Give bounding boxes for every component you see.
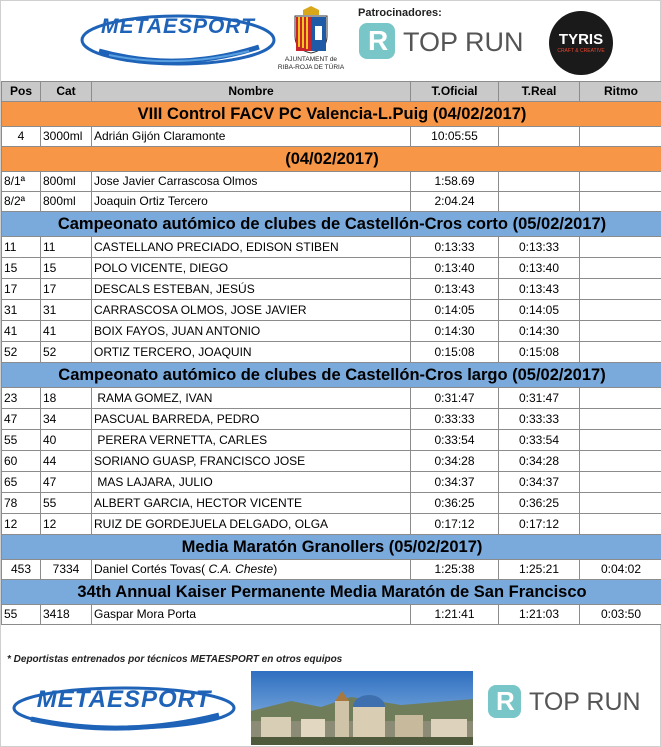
pos-cell: 23	[2, 388, 41, 409]
column-header-t-oficial: T.Oficial	[411, 82, 499, 102]
t-real-cell: 0:13:40	[499, 258, 580, 279]
section-header-row	[2, 580, 661, 605]
t-oficial-cell: 0:14:05	[411, 300, 499, 321]
cat-cell: 12	[41, 514, 92, 535]
ritmo-cell	[580, 237, 661, 258]
name-cell: Joaquin Ortiz Tercero	[92, 192, 411, 212]
t-oficial-cell: 0:34:37	[411, 472, 499, 493]
t-real-cell: 0:13:43	[499, 279, 580, 300]
club-close-paren: )	[273, 562, 278, 576]
toprun-footer-logo-text: TOP RUN	[529, 688, 641, 716]
table-row	[2, 409, 661, 430]
sponsors-label: Patrocinadores:	[358, 7, 442, 19]
toprun-footer-logo	[488, 685, 658, 725]
cat-cell: 55	[41, 493, 92, 514]
athlete-name: Daniel Cortés Tovas(	[94, 562, 209, 576]
t-real-cell: 0:31:47	[499, 388, 580, 409]
town-crest-icon	[289, 6, 333, 54]
t-oficial-cell: 0:14:30	[411, 321, 499, 342]
ritmo-cell: 0:04:02	[580, 560, 661, 580]
pos-cell: 41	[2, 321, 41, 342]
metaesport-logo-text: METAESPORT	[101, 15, 255, 38]
t-real-cell: 0:34:28	[499, 451, 580, 472]
table-row	[2, 127, 661, 147]
table-row	[2, 321, 661, 342]
t-real-cell: 0:34:37	[499, 472, 580, 493]
table-row	[2, 388, 661, 409]
t-real-cell: 1:21:03	[499, 605, 580, 625]
pos-cell: 11	[2, 237, 41, 258]
t-oficial-cell: 1:25:38	[411, 560, 499, 580]
pos-cell: 60	[2, 451, 41, 472]
toprun-logo-text: TOP RUN	[403, 27, 524, 57]
footnote: * Deportistas entrenados por técnicos METAESPORT en otros equipos	[7, 654, 343, 665]
t-real-cell	[499, 172, 580, 192]
cat-cell: 40	[41, 430, 92, 451]
pos-cell: 4	[2, 127, 41, 147]
toprun-footer-r-icon: R	[488, 685, 521, 718]
athlete-club: C.A. Cheste	[208, 562, 274, 576]
pos-cell: 8/2ª	[2, 192, 41, 212]
t-real-cell: 0:14:30	[499, 321, 580, 342]
table-row	[2, 514, 661, 535]
cat-cell: 11	[41, 237, 92, 258]
t-real-cell: 0:17:12	[499, 514, 580, 535]
pos-cell: 15	[2, 258, 41, 279]
name-cell: ORTIZ TERCERO, JOAQUIN	[92, 342, 411, 363]
name-cell: Adrián Gijón Claramonte	[92, 127, 411, 147]
toprun-r-icon: R	[359, 23, 395, 59]
cat-cell: 7334	[41, 560, 92, 580]
pos-cell: 31	[2, 300, 41, 321]
cat-cell: 3000ml	[41, 127, 92, 147]
t-oficial-cell: 0:17:12	[411, 514, 499, 535]
t-real-cell	[499, 127, 580, 147]
t-real-cell: 0:13:33	[499, 237, 580, 258]
t-real-cell: 1:25:21	[499, 560, 580, 580]
table-row	[2, 279, 661, 300]
t-oficial-cell: 0:33:33	[411, 409, 499, 430]
table-row	[2, 258, 661, 279]
t-oficial-cell: 0:36:25	[411, 493, 499, 514]
cat-cell: 15	[41, 258, 92, 279]
ritmo-cell	[580, 409, 661, 430]
name-cell: POLO VICENTE, DIEGO	[92, 258, 411, 279]
t-real-cell: 0:14:05	[499, 300, 580, 321]
t-oficial-cell: 0:13:33	[411, 237, 499, 258]
name-cell: SORIANO GUASP, FRANCISCO JOSE	[92, 451, 411, 472]
metaesport-footer-logo	[11, 681, 237, 733]
ritmo-cell	[580, 342, 661, 363]
t-oficial-cell: 0:15:08	[411, 342, 499, 363]
name-cell: ALBERT GARCIA, HECTOR VICENTE	[92, 493, 411, 514]
section-header-row	[2, 102, 661, 127]
section-title: Campeonato autómico de clubes de Castellón-Cros largo (05/02/2017)	[2, 363, 661, 388]
pos-cell: 12	[2, 514, 41, 535]
table-row	[2, 605, 661, 625]
cat-cell: 800ml	[41, 192, 92, 212]
pos-cell: 78	[2, 493, 41, 514]
metaesport-logo	[79, 7, 277, 69]
name-cell: PERERA VERNETTA, CARLES	[92, 430, 411, 451]
table-header-row	[2, 82, 661, 102]
pos-cell: 17	[2, 279, 41, 300]
ritmo-cell	[580, 300, 661, 321]
ritmo-cell	[580, 514, 661, 535]
name-cell: Jose Javier Carrascosa Olmos	[92, 172, 411, 192]
column-header-cat: Cat	[41, 82, 92, 102]
ritmo-cell: 0:03:50	[580, 605, 661, 625]
ritmo-cell	[580, 451, 661, 472]
t-real-cell: 0:15:08	[499, 342, 580, 363]
results-table	[1, 81, 661, 625]
section-title: VIII Control FACV PC Valencia-L.Puig (04/02/2017)	[2, 102, 661, 127]
crest-caption-line1: AJUNTAMENT de	[284, 56, 338, 63]
metaesport-footer-logo-text: METAESPORT	[36, 686, 212, 713]
section-header-row	[2, 212, 661, 237]
t-real-cell: 0:33:54	[499, 430, 580, 451]
toprun-logo	[359, 23, 539, 63]
table-row	[2, 192, 661, 212]
town-photo-image	[251, 671, 473, 745]
ritmo-cell	[580, 127, 661, 147]
ritmo-cell	[580, 192, 661, 212]
section-title: (04/02/2017)	[2, 147, 661, 172]
cat-cell: 31	[41, 300, 92, 321]
table-row	[2, 342, 661, 363]
pos-cell: 47	[2, 409, 41, 430]
cat-cell: 47	[41, 472, 92, 493]
crest-caption	[267, 56, 355, 72]
pos-cell: 55	[2, 430, 41, 451]
column-header-pos: Pos	[2, 82, 41, 102]
table-row	[2, 472, 661, 493]
name-cell: RAMA GOMEZ, IVAN	[92, 388, 411, 409]
pos-cell: 55	[2, 605, 41, 625]
section-header-row	[2, 535, 661, 560]
name-cell: CARRASCOSA OLMOS, JOSE JAVIER	[92, 300, 411, 321]
ritmo-cell	[580, 279, 661, 300]
ritmo-cell	[580, 258, 661, 279]
ritmo-cell	[580, 472, 661, 493]
cat-cell: 44	[41, 451, 92, 472]
table-row	[2, 451, 661, 472]
ritmo-cell	[580, 493, 661, 514]
table-row	[2, 237, 661, 258]
t-oficial-cell: 0:13:40	[411, 258, 499, 279]
ritmo-cell	[580, 172, 661, 192]
pos-cell: 8/1ª	[2, 172, 41, 192]
column-header-t-real: T.Real	[499, 82, 580, 102]
cat-cell: 17	[41, 279, 92, 300]
t-oficial-cell: 10:05:55	[411, 127, 499, 147]
name-cell: DESCALS ESTEBAN, JESÚS	[92, 279, 411, 300]
t-real-cell	[499, 192, 580, 212]
section-title: Media Maratón Granollers (05/02/2017)	[2, 535, 661, 560]
t-oficial-cell: 0:33:54	[411, 430, 499, 451]
tyris-logo-text: TYRIS	[558, 31, 604, 48]
table-row	[2, 560, 661, 580]
table-row	[2, 172, 661, 192]
crest-caption-line2: RIBA-ROJA DE TÚRIA	[277, 64, 345, 71]
t-oficial-cell: 0:13:43	[411, 279, 499, 300]
table-row	[2, 430, 661, 451]
section-header-row	[2, 363, 661, 388]
cat-cell: 34	[41, 409, 92, 430]
name-cell: RUIZ DE GORDEJUELA DELGADO, OLGA	[92, 514, 411, 535]
ritmo-cell	[580, 388, 661, 409]
column-header-ritmo: Ritmo	[580, 82, 661, 102]
tyris-logo	[549, 11, 613, 75]
name-cell: MAS LAJARA, JULIO	[92, 472, 411, 493]
t-oficial-cell: 2:04.24	[411, 192, 499, 212]
cat-cell: 52	[41, 342, 92, 363]
t-oficial-cell: 0:31:47	[411, 388, 499, 409]
pos-cell: 453	[2, 560, 41, 580]
name-cell: BOIX FAYOS, JUAN ANTONIO	[92, 321, 411, 342]
t-oficial-cell: 1:58.69	[411, 172, 499, 192]
cat-cell: 800ml	[41, 172, 92, 192]
ritmo-cell	[580, 430, 661, 451]
column-header-nombre: Nombre	[92, 82, 411, 102]
t-oficial-cell: 1:21:41	[411, 605, 499, 625]
section-header-row	[2, 147, 661, 172]
section-title: Campeonato autómico de clubes de Castellón-Cros corto (05/02/2017)	[2, 212, 661, 237]
cat-cell: 41	[41, 321, 92, 342]
t-real-cell: 0:36:25	[499, 493, 580, 514]
name-cell: CASTELLANO PRECIADO, EDISON STIBEN	[92, 237, 411, 258]
section-title: 34th Annual Kaiser Permanente Media Maratón de San Francisco	[2, 580, 661, 605]
header-banner	[1, 1, 661, 81]
cat-cell: 18	[41, 388, 92, 409]
t-oficial-cell: 0:34:28	[411, 451, 499, 472]
table-row	[2, 300, 661, 321]
name-cell: Gaspar Mora Porta	[92, 605, 411, 625]
pos-cell: 65	[2, 472, 41, 493]
tyris-logo-subtext: CRAFT & CREATIVE	[557, 48, 605, 54]
cat-cell: 3418	[41, 605, 92, 625]
ritmo-cell	[580, 321, 661, 342]
t-real-cell: 0:33:33	[499, 409, 580, 430]
name-cell	[92, 560, 411, 580]
table-row	[2, 493, 661, 514]
name-cell: PASCUAL BARREDA, PEDRO	[92, 409, 411, 430]
pos-cell: 52	[2, 342, 41, 363]
